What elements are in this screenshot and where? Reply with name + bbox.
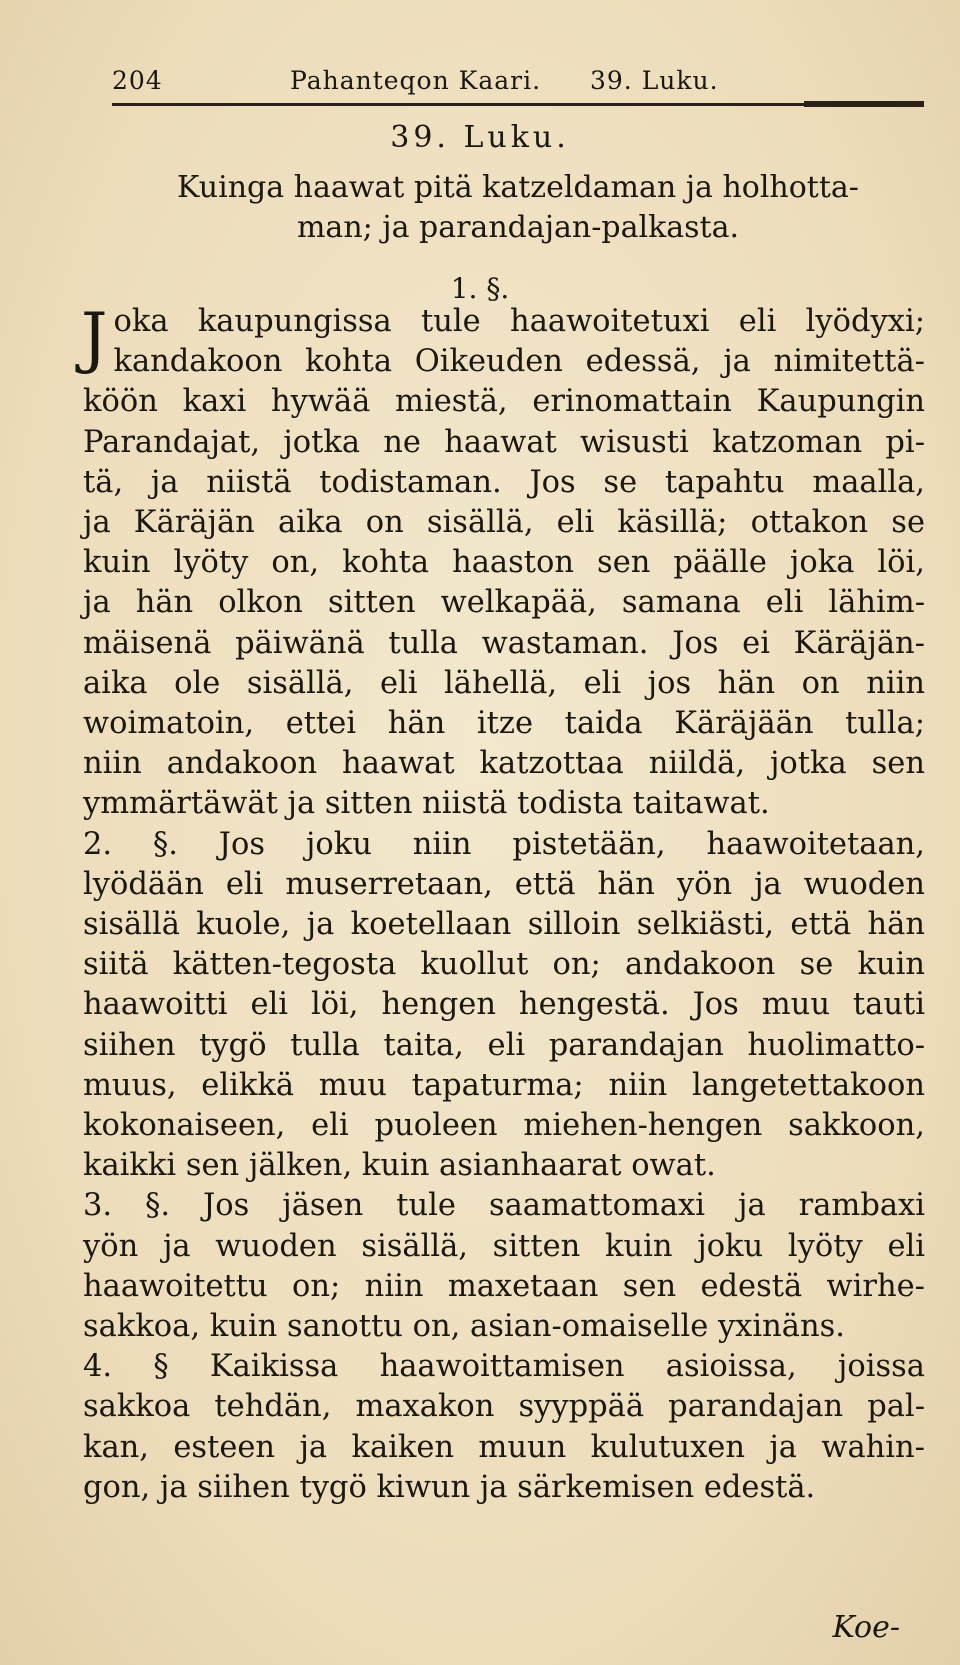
catchword: Koe- <box>832 1610 900 1645</box>
text-line: sisällä kuole, ja koetellaan silloin selkiästi, että hän <box>83 907 925 943</box>
text-line: ymmärtäwät ja sitten niistä todista taitawat. <box>83 786 770 822</box>
text-line: 4. § Kaikissa haawoittamisen asioissa, joissa <box>83 1349 925 1385</box>
text-line: Parandajat, jotka ne haawat wisusti katzoman pi- <box>83 424 925 460</box>
text-line: haawoitti eli löi, hengen hengestä. Jos muu tauti <box>83 987 925 1023</box>
body-text <box>81 299 925 1508</box>
text-line: yön ja wuoden sisällä, sitten kuin joku lyöty eli <box>83 1228 925 1264</box>
text-line: kuin lyöty on, kohta haaston sen päälle joka löi, <box>83 545 925 581</box>
text-line: kandakoon kohta Oikeuden edessä, ja nimitettä- <box>113 344 925 380</box>
running-chapter: 39. Luku. <box>590 66 719 95</box>
text-line: ja hän olkon sitten welkapää, samana eli lähim- <box>83 585 925 621</box>
text-line: kokonaiseen, eli puoleen miehen-hengen sakkoon, <box>83 1108 925 1144</box>
chapter-title: 39. Luku. <box>390 120 570 155</box>
summary-line: Kuinga haawat pitä katzeldaman ja holhotta- <box>177 170 859 205</box>
chapter-summary <box>112 168 924 248</box>
summary-line: man; ja parandajan-palkasta. <box>296 210 740 245</box>
text-line: siihen tygö tulla taita, eli parandajan huolimatto- <box>83 1027 925 1063</box>
text-line: 3. §. Jos jäsen tule saamattomaxi ja rambaxi <box>83 1188 925 1224</box>
text-line: haawoitettu on; niin maxetaan sen edestä wirhe- <box>83 1268 925 1304</box>
text-line: niin andakoon haawat katzottaa niildä, jotka sen <box>83 746 925 782</box>
running-head <box>112 66 922 100</box>
drop-cap: J <box>81 299 108 376</box>
text-line: siitä kätten-tegosta kuollut on; andakoon se kuin <box>83 947 925 983</box>
text-line: tä, ja niistä todistaman. Jos se tapahtu maalla, <box>83 464 925 500</box>
text-line: lyödään eli muserretaan, että hän yön ja wuoden <box>83 866 925 902</box>
running-title: Pahanteqon Kaari. <box>290 66 542 95</box>
text-line: muus, elikkä muu tapaturma; niin langetettakoon <box>83 1067 925 1103</box>
text-line: köön kaxi hywää miestä, erinomattain Kaupungin <box>83 384 925 420</box>
text-line: kaikki sen jälken, kuin asianhaarat owat. <box>83 1148 716 1184</box>
page-number: 204 <box>112 66 163 95</box>
text-line: gon, ja siihen tygö kiwun ja särkemisen edestä. <box>83 1469 816 1505</box>
section-mark: 1. §. <box>450 272 510 305</box>
text-line: oka kaupungissa tule haawoitetuxi eli lyödyxi; <box>113 304 925 339</box>
header-rule <box>112 103 924 106</box>
text-line: aika ole sisällä, eli lähellä, eli jos hän on niin <box>83 665 925 701</box>
text-line: kan, esteen ja kaiken muun kulutuxen ja wahin- <box>83 1429 925 1465</box>
text-line: mäisenä päiwänä tulla wastaman. Jos ei Käräjän- <box>83 625 925 661</box>
text-line: ja Käräjän aika on sisällä, eli käsillä; ottakon se <box>83 505 925 541</box>
text-line: sakkoa, kuin sanottu on, asian-omaiselle yxinäns. <box>83 1309 845 1345</box>
text-line: sakkoa tehdän, maxakon syyppää parandajan pal- <box>83 1389 925 1425</box>
text-line: woimatoin, ettei hän itze taida Käräjään tulla; <box>83 706 925 742</box>
text-line: 2. §. Jos joku niin pistetään, haawoitetaan, <box>83 826 925 862</box>
